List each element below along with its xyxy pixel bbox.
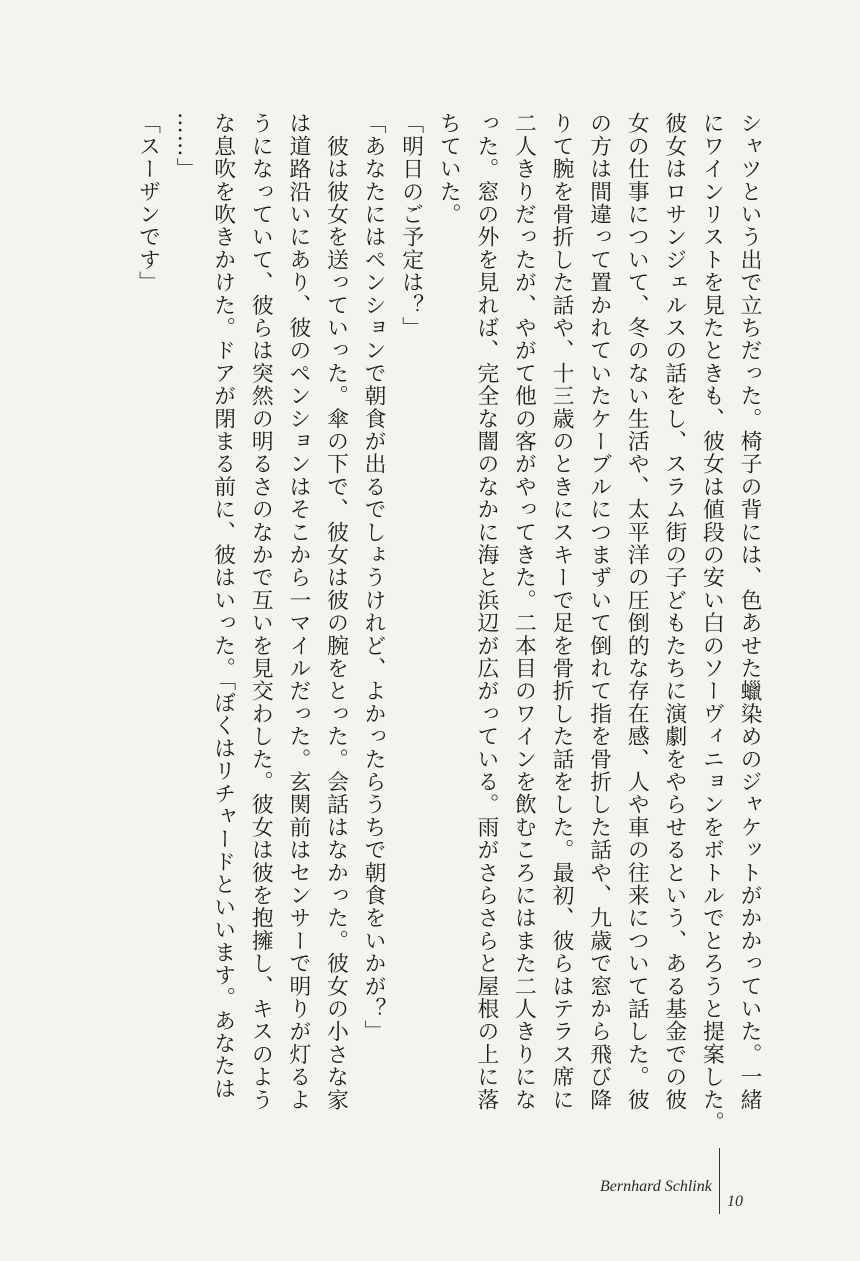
text-line: 「スーザンです」 <box>135 112 161 294</box>
text-line: ……」 <box>173 112 199 181</box>
footer-divider <box>719 1148 720 1214</box>
text-line: シャツという出で立ちだった。椅子の背には、色あせた蠟染めのジャケットがかかっていた。一緒 <box>737 112 762 1111</box>
text-line: りて腕を骨折した話や、十三歳のときにスキーで足を骨折した話をした。最初、彼らはテラス席に <box>549 112 575 1111</box>
text-line: 「あなたにはペンションで朝食が出るでしょうけれど、よかったらうちで朝食をいかが？」 <box>361 112 387 1043</box>
text-line: の方は間違って置かれていたケーブルにつまずいて倒れて指を骨折した話や、九歳で窓から飛び降 <box>586 112 612 1111</box>
text-line: 二人きりだったが、やがて他の客がやってきた。二本目のワインを飲むころにはまた二人きりにな <box>511 112 537 1111</box>
text-line: にワインリストを見たときも、彼女は値段の安い白のソーヴィニョンをボトルでとろうと提案した。 <box>699 112 725 1134</box>
text-line: うになっていて、彼らは突然の明るさのなかで互いを見交わした。彼女は彼を抱擁し、キスのよう <box>248 112 274 1111</box>
text-line: ちていた。 <box>436 112 462 226</box>
text-line: は道路沿いにあり、彼のペンションはそこから一マイルだった。玄関前はセンサーで明りが灯るよ <box>285 112 311 1111</box>
vertical-text-body <box>129 112 768 1134</box>
text-line: 彼女はロサンジェルスの話をし、スラム街の子どもたちに演劇をやらせるという、ある基金での彼 <box>661 112 687 1111</box>
text-line: な息吹を吹きかけた。ドアが閉まる前に、彼はいった。「ぼくはリチャードといいます。あなたは <box>210 112 236 1100</box>
text-line: った。窓の外を見れば、完全な闇のなかに海と浜辺が広がっている。雨がさらさらと屋根の上に落 <box>473 112 499 1111</box>
text-line: 彼は彼女を送っていった。傘の下で、彼女は彼の腕をとった。会話はなかった。彼女の小さな家 <box>323 112 349 1111</box>
page-number: 10 <box>727 1193 743 1210</box>
running-footer-author: Bernhard Schlink <box>600 1178 712 1195</box>
text-line: 「明日のご予定は？」 <box>398 112 424 339</box>
text-line: 女の仕事について、冬のない生活や、太平洋の圧倒的な存在感、人や車の往来について話した。彼 <box>624 112 650 1111</box>
